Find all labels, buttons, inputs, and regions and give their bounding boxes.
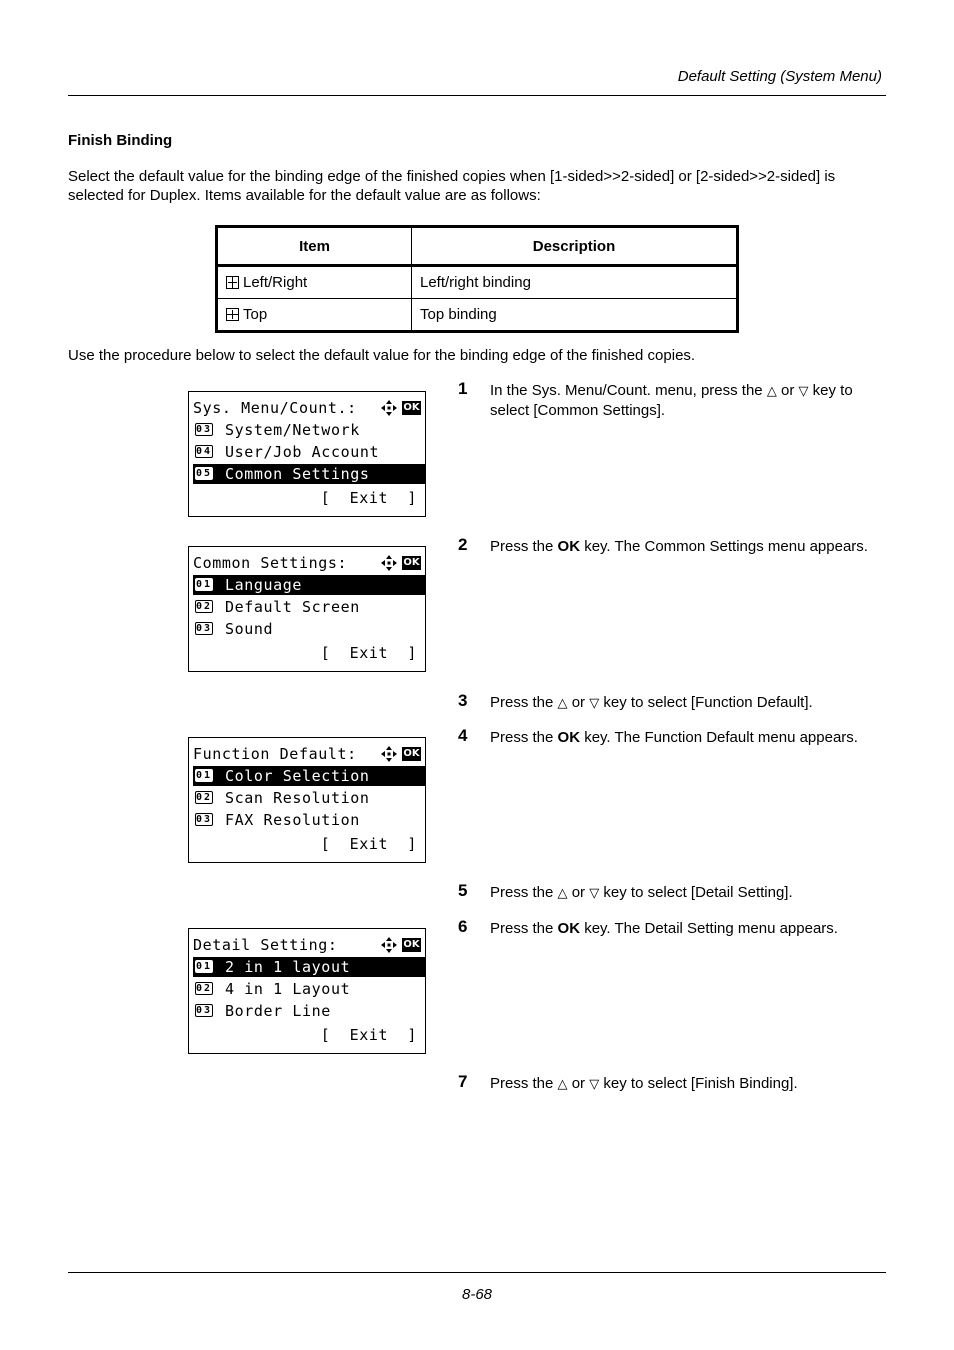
step-text-fragment: or (567, 884, 590, 901)
step-text (490, 381, 886, 420)
table-header-item: Item (217, 227, 412, 266)
step-number: 4 (458, 726, 468, 745)
lcd-title-line (193, 398, 425, 418)
menu-item-label: Scan Resolution (225, 789, 370, 807)
menu-number-badge: 04 (196, 446, 213, 457)
lcd-title-line (193, 935, 425, 955)
lcd-menu-item (193, 619, 425, 639)
section-title: Finish Binding (68, 132, 173, 149)
menu-item-label: 4 in 1 Layout (225, 980, 351, 998)
binding-items-table (215, 225, 739, 333)
step-text-fragment: key to select [Finish Binding]. (599, 1075, 798, 1092)
down-arrow-key-icon: ▽ (589, 1077, 600, 1092)
lcd-menu-item (193, 788, 425, 808)
menu-number-badge: 01 (196, 579, 213, 590)
lcd-screen (188, 928, 426, 1054)
menu-item-label: Sound (225, 620, 274, 638)
intro-paragraph: Select the default value for the binding edge of the finished copies when [1-sided>>2-sided] or [2-sided>>2-sided] is selected for Duplex. Items available for the default value are as follows: (68, 168, 836, 204)
lcd-title: Common Settings: (193, 554, 348, 572)
step-text-fragment: or (567, 1075, 590, 1092)
item-label: Top (243, 306, 268, 323)
lcd-menu-item-selected (193, 575, 425, 595)
procedure-step (458, 883, 886, 923)
lcd-menu-item (193, 420, 425, 440)
procedure-step (458, 381, 886, 421)
lcd-menu-item-selected (193, 957, 425, 977)
step-text-fragment: Press the (490, 1075, 558, 1092)
table-header-row (217, 227, 738, 266)
procedure-step (458, 919, 886, 959)
navigation-arrows-icon (381, 400, 397, 416)
step-text (490, 537, 886, 556)
step-text-fragment: Press the (490, 694, 558, 711)
step-text-fragment: or (776, 382, 799, 399)
step-text-fragment: key. The Function Default menu appears. (580, 729, 858, 746)
lcd-exit-softkey: [ Exit ] (320, 489, 417, 507)
lcd-exit-softkey: [ Exit ] (320, 644, 417, 662)
menu-item-label: FAX Resolution (225, 811, 360, 829)
lcd-screen (188, 546, 426, 672)
menu-item-label: User/Job Account (225, 443, 380, 461)
top-binding-icon (226, 308, 239, 321)
step-text-fragment: In the Sys. Menu/Count. menu, press the (490, 382, 767, 399)
step-text-fragment: key to select [Detail Setting]. (599, 884, 793, 901)
menu-number-badge: 03 (196, 814, 213, 825)
step-number: 2 (458, 535, 468, 554)
down-arrow-key-icon: ▽ (589, 886, 600, 901)
procedure-step (458, 1074, 886, 1114)
down-arrow-key-icon: ▽ (589, 696, 600, 711)
menu-number-badge: 01 (196, 770, 213, 781)
menu-number-badge: 03 (196, 424, 213, 435)
up-arrow-key-icon: △ (766, 384, 777, 399)
lcd-exit-softkey: [ Exit ] (320, 1026, 417, 1044)
step-number: 5 (458, 881, 468, 900)
table-cell-item (217, 299, 412, 332)
footer-rule (68, 1272, 886, 1273)
up-arrow-key-icon: △ (557, 886, 568, 901)
navigation-arrows-icon (381, 937, 397, 953)
step-text-fragment: key to select [Common Settings]. (490, 382, 853, 419)
menu-item-label: Default Screen (225, 598, 360, 616)
menu-number-badge: 05 (196, 468, 213, 479)
procedure-intro: Use the procedure below to select the default value for the binding edge of the finished copies. (68, 347, 696, 364)
navigation-arrows-icon (381, 746, 397, 762)
step-text (490, 1074, 886, 1094)
table-row (217, 299, 738, 332)
lcd-title-line (193, 553, 425, 573)
ok-key-icon: OK (403, 557, 420, 568)
step-text-fragment: or (567, 694, 590, 711)
navigation-arrows-icon (381, 555, 397, 571)
header-rule (68, 95, 886, 96)
menu-number-badge: 02 (196, 601, 213, 612)
menu-number-badge: 02 (196, 983, 213, 994)
table-cell-item (217, 266, 412, 299)
menu-item-label: 2 in 1 layout (225, 958, 351, 976)
lcd-menu-item (193, 597, 425, 617)
menu-item-label: Border Line (225, 1002, 331, 1020)
procedure-step (458, 537, 886, 577)
ok-key-label: OK (557, 538, 581, 555)
lcd-menu-item (193, 810, 425, 830)
menu-item-label: System/Network (225, 421, 360, 439)
lcd-menu-item-selected (193, 464, 425, 484)
step-text (490, 883, 886, 903)
page-number: 8-68 (461, 1286, 493, 1303)
step-text-fragment: key. The Common Settings menu appears. (580, 538, 868, 555)
item-label: Left/Right (243, 274, 308, 291)
procedure-step (458, 693, 886, 733)
lcd-title-line (193, 744, 425, 764)
step-text-fragment: Press the (490, 538, 558, 555)
step-text-fragment: Press the (490, 729, 558, 746)
step-number: 6 (458, 917, 468, 936)
up-arrow-key-icon: △ (557, 1077, 568, 1092)
menu-item-label: Color Selection (225, 767, 370, 785)
lcd-title: Function Default: (193, 745, 357, 763)
ok-key-icon: OK (403, 748, 420, 759)
menu-item-label: Common Settings (225, 465, 370, 483)
menu-number-badge: 02 (196, 792, 213, 803)
lcd-exit-softkey: [ Exit ] (320, 835, 417, 853)
lcd-menu-item-selected (193, 766, 425, 786)
table-header-description: Description (412, 227, 738, 266)
step-text-fragment: key to select [Function Default]. (599, 694, 813, 711)
menu-item-label: Language (225, 576, 303, 594)
lcd-menu-item (193, 1001, 425, 1021)
lcd-menu-item (193, 442, 425, 462)
menu-number-badge: 01 (196, 961, 213, 972)
left-right-binding-icon (226, 276, 239, 289)
step-text (490, 919, 886, 938)
step-number: 3 (458, 691, 468, 710)
lcd-title: Detail Setting: (193, 936, 338, 954)
table-row (217, 266, 738, 299)
lcd-screen (188, 737, 426, 863)
up-arrow-key-icon: △ (557, 696, 568, 711)
ok-key-icon: OK (403, 402, 420, 413)
step-text-fragment: key. The Detail Setting menu appears. (580, 920, 838, 937)
running-header: Default Setting (System Menu) (677, 68, 882, 85)
step-text (490, 728, 886, 747)
ok-key-label: OK (557, 920, 581, 937)
table-cell-description: Left/right binding (412, 266, 738, 299)
down-arrow-key-icon: ▽ (798, 384, 809, 399)
step-number: 1 (458, 379, 468, 398)
lcd-screen (188, 391, 426, 517)
lcd-menu-item (193, 979, 425, 999)
table-cell-description: Top binding (412, 299, 738, 332)
step-number: 7 (458, 1072, 468, 1091)
ok-key-icon: OK (403, 939, 420, 950)
step-text (490, 693, 886, 713)
procedure-step (458, 728, 886, 768)
menu-number-badge: 03 (196, 623, 213, 634)
lcd-title: Sys. Menu/Count.: (193, 399, 357, 417)
step-text-fragment: Press the (490, 920, 558, 937)
ok-key-label: OK (557, 729, 581, 746)
menu-number-badge: 03 (196, 1005, 213, 1016)
step-text-fragment: Press the (490, 884, 558, 901)
